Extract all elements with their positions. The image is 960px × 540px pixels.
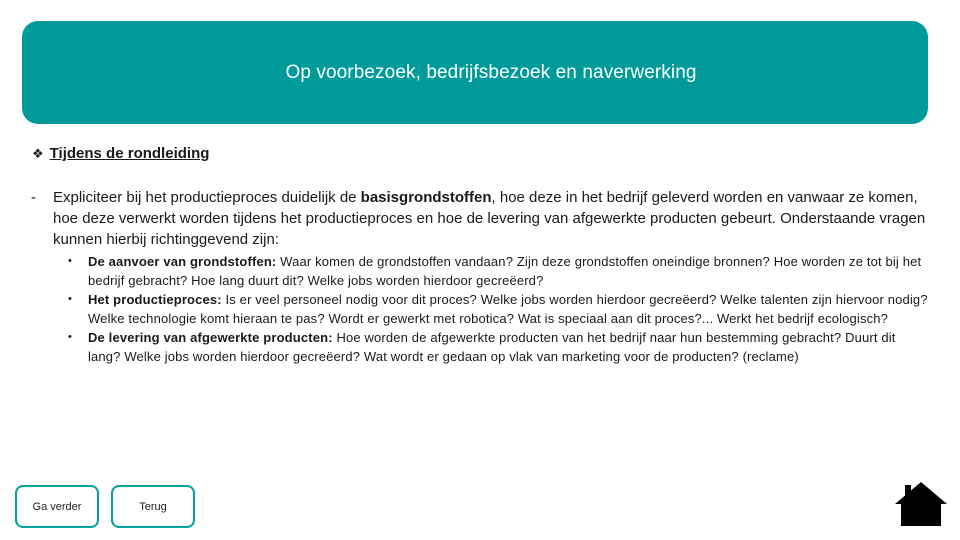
list-item-label: Het productieproces: xyxy=(88,292,222,307)
bullet-dot-icon: • xyxy=(68,331,73,343)
intro-keyword: basisgrondstoffen xyxy=(360,189,492,206)
ga-verder-button[interactable]: Ga verder xyxy=(15,485,99,528)
dash-marker: - xyxy=(31,189,36,206)
terug-button[interactable]: Terug xyxy=(111,485,195,528)
intro-text-start: Expliciteer bij het productieproces duidelijk de xyxy=(53,189,361,206)
intro-paragraph xyxy=(31,187,926,250)
list-item xyxy=(68,290,928,328)
list-item-label: De levering van afgewerkte producten: xyxy=(88,330,333,345)
question-list xyxy=(68,252,928,366)
diamond-bullet-icon: ❖ xyxy=(32,145,44,161)
title-banner xyxy=(22,21,928,124)
home-icon[interactable] xyxy=(894,481,948,527)
page-title: Op voorbezoek, bedrijfsbezoek en naverwerking xyxy=(285,61,697,83)
list-item xyxy=(68,252,928,290)
list-item-text: Waar komen de grondstoffen vandaan? Zijn deze grondstoffen oneindige bronnen? Hoe worden ze tot bij het bedrijf gebracht? Hoe lang duurt dit? Welke jobs worden hierdoor gecreëerd? xyxy=(88,254,922,288)
list-item-text: Is er veel personeel nodig voor dit proces? Welke jobs worden hierdoor gecreëerd? Welke talenten zijn hiervoor nodig? Welke technologie komt hieraan te pas? Wordt er gewerkt met robotica? Wat is speciaal aan dit proces?... Werkt het bedrijf ecologisch? xyxy=(88,292,928,326)
bullet-dot-icon: • xyxy=(68,293,73,305)
list-item xyxy=(68,328,928,366)
section-heading xyxy=(32,145,209,162)
section-heading-text: Tijdens de rondleiding xyxy=(49,145,210,162)
list-item-label: De aanvoer van grondstoffen: xyxy=(88,254,277,269)
bullet-dot-icon: • xyxy=(68,255,73,267)
intro-text-end: , hoe deze in het bedrijf geleverd worden en vanwaar ze komen, hoe deze verwerkt worden tijdens het productieproces en hoe de levering van afgewerkte producten gebeurt. Onderstaande vragen kunnen hierbij richtinggevend zijn: xyxy=(53,189,926,248)
list-item-text: Hoe worden de afgewerkte producten van het bedrijf naar hun bestemming gebracht? Duurt dit lang? Welke jobs worden hierdoor gecreëerd? Wat wordt er gedaan op vlak van marketing voor de producten? (reclame) xyxy=(88,330,896,364)
